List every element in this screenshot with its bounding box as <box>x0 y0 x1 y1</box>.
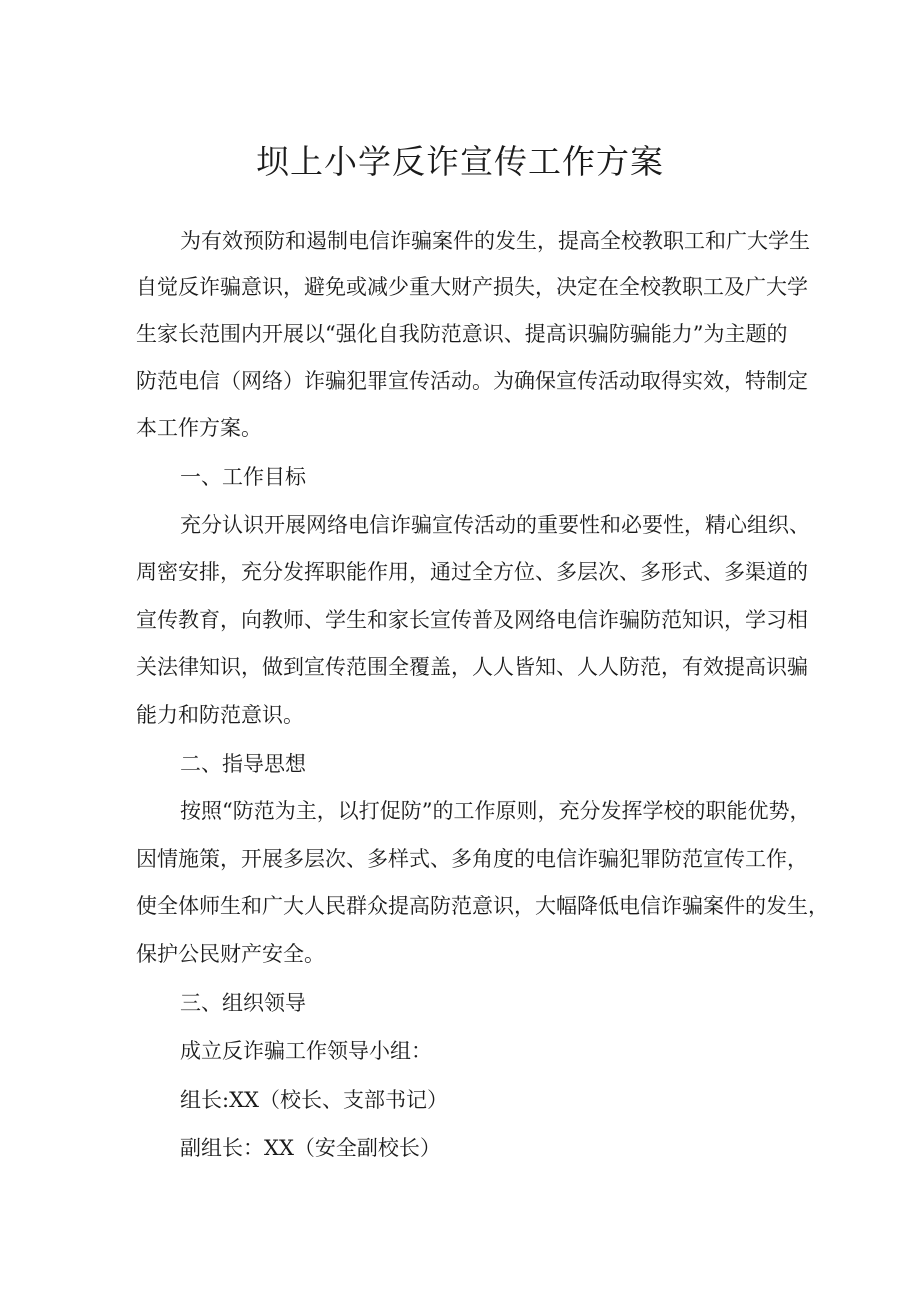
leadership-deputy: 副组长：XX（安全副校长） <box>180 1136 441 1160</box>
leadership-line-1: 成立反诈骗工作领导小组： <box>180 1039 432 1063</box>
intro-line-3: 生家长范围内开展以“强化自我防范意识、提高识骗防骗能力”为主题的 <box>136 322 788 346</box>
goals-line-3: 宣传教育，向教师、学生和家长宣传普及网络电信诈骗防范知识，学习相 <box>136 608 808 632</box>
goals-line-2: 周密安排，充分发挥职能作用，通过全方位、多层次、多形式、多渠道的 <box>136 560 808 584</box>
goals-line-5: 能力和防范意识。 <box>136 703 304 727</box>
intro-line-1: 为有效预防和遏制电信诈骗案件的发生，提高全校教职工和广大学生 <box>180 229 810 253</box>
guiding-line-1: 按照“防范为主，以打促防”的工作原则，充分发挥学校的职能优势， <box>180 799 811 823</box>
intro-line-2: 自觉反诈骗意识，避免或减少重大财产损失，决定在全校教职工及广大学 <box>136 275 808 299</box>
guiding-line-2: 因情施策，开展多层次、多样式、多角度的电信诈骗犯罪防范宣传工作， <box>136 847 808 871</box>
intro-line-5: 本工作方案。 <box>136 416 262 440</box>
leadership-leader: 组长:XX（校长、支部书记） <box>180 1088 448 1112</box>
section-heading-guiding: 二、指导思想 <box>180 752 306 776</box>
goals-line-1: 充分认识开展网络电信诈骗宣传活动的重要性和必要性，精心组织、 <box>180 513 810 537</box>
section-heading-leadership: 三、组织领导 <box>180 991 306 1015</box>
section-heading-goals: 一、工作目标 <box>180 465 306 489</box>
page-title: 坝上小学反诈宣传工作方案 <box>256 142 664 181</box>
intro-line-4: 防范电信（网络）诈骗犯罪宣传活动。为确保宣传活动取得实效，特制定 <box>136 369 808 393</box>
guiding-line-3: 使全体师生和广大人民群众提高防范意识，大幅降低电信诈骗案件的发生， <box>136 894 829 918</box>
guiding-line-4: 保护公民财产安全。 <box>136 942 325 966</box>
goals-line-4: 关法律知识，做到宣传范围全覆盖，人人皆知、人人防范，有效提高识骗 <box>136 655 808 679</box>
